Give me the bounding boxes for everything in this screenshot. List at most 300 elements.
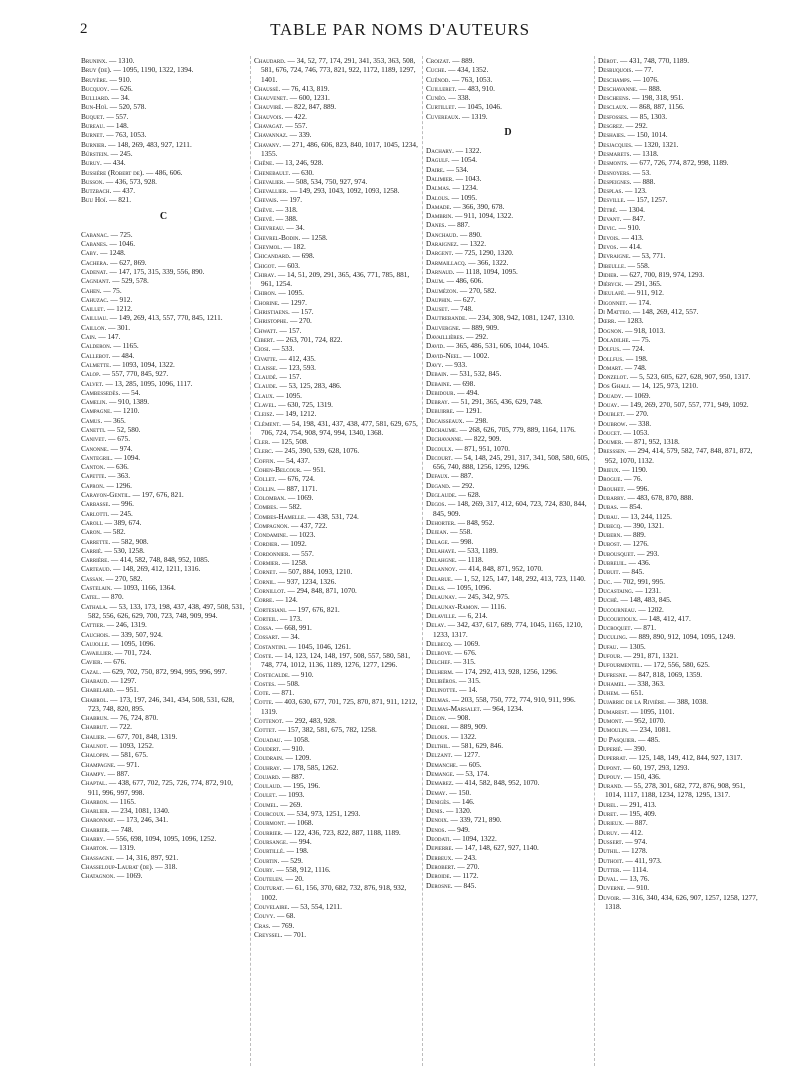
author-entry xyxy=(254,781,418,790)
author-entry xyxy=(598,893,762,912)
author-entry xyxy=(81,527,246,536)
page-references: — 889. xyxy=(452,56,475,65)
author-entry xyxy=(598,168,762,177)
author-entry xyxy=(81,471,246,480)
author-name: Carrette. xyxy=(81,536,111,546)
author-name: Canton. xyxy=(81,462,106,472)
author-entry xyxy=(254,437,418,446)
author-entry xyxy=(426,778,590,787)
author-name: Deroide. xyxy=(426,871,452,881)
page-references: — 14. xyxy=(459,685,478,695)
author-name: Dubousquet. xyxy=(598,548,636,558)
author-entry xyxy=(81,434,246,443)
author-entry xyxy=(254,865,418,874)
author-name: Dussert. xyxy=(598,836,624,846)
author-name: Devraigne. xyxy=(598,251,631,261)
page-references: — 148, 269, 483, 927, 1211. xyxy=(108,139,192,149)
author-entry xyxy=(598,419,762,428)
page-references: — 529. xyxy=(281,855,303,865)
page-references: — 14, 123, 124, 148, 197, 508, 557, 580, 581, 748, 774, 1012, 1136, 1189, 1276, 1277, 1296. xyxy=(261,651,411,670)
author-name: Christiaens. xyxy=(254,307,290,317)
page-references: — 54, 148, 245, 291, 317, 341, 508, 580, 605, 656, 740, 888, 1256, 1295, 1296. xyxy=(433,452,590,472)
page-references: — 994. xyxy=(289,836,312,846)
author-name: Chiray. xyxy=(254,269,277,279)
author-name: Courtin. xyxy=(254,855,280,865)
author-entry xyxy=(81,323,246,332)
author-entry xyxy=(598,335,762,344)
author-name: Couvy. xyxy=(254,911,276,921)
page-references: — 173, 197, 246, 341, 434, 508, 531, 628, 723, 748, 820, 895. xyxy=(88,694,235,713)
author-name: Delas. xyxy=(426,583,446,593)
page-references: — 291, 871, 1321. xyxy=(623,651,679,660)
page-references: — 150. xyxy=(449,787,472,797)
page-references: — 868, 887, 1156. xyxy=(629,102,685,112)
author-entry xyxy=(254,502,418,511)
author-name: Desnoyers. xyxy=(598,167,631,177)
page-references: — 1231. xyxy=(635,585,661,595)
author-name: Duc. xyxy=(598,576,613,586)
page-references: — 203, 558, 750, 772, 774, 910, 911, 996. xyxy=(451,694,576,704)
author-entry xyxy=(81,276,246,285)
author-name: Courtillé. xyxy=(254,846,285,856)
page-references: — 748. xyxy=(451,304,473,314)
author-entry xyxy=(426,722,590,731)
page-references: — 292. xyxy=(625,121,648,131)
author-name: Cailliau. xyxy=(81,313,108,323)
page-references: — 54, 437. xyxy=(276,455,310,465)
author-name: Chavany. xyxy=(254,139,282,149)
author-name: Carlotti. xyxy=(81,508,110,518)
page-references: — 263, 701, 724, 822. xyxy=(276,334,343,344)
author-entry xyxy=(81,695,246,714)
page-references: — 270, 582. xyxy=(105,573,143,583)
page-references: — 294, 848, 871, 1070. xyxy=(287,585,357,595)
page-references: — 301. xyxy=(108,322,131,332)
author-name: Corre. xyxy=(254,595,275,605)
author-entry xyxy=(81,834,246,843)
page-references: — 403, 630, 677, 701, 725, 870, 871, 911, 1212, 1319. xyxy=(261,697,418,716)
author-entry xyxy=(254,818,418,827)
author-name: Buquet. xyxy=(81,111,105,121)
author-entry xyxy=(254,344,418,353)
author-entry xyxy=(426,267,590,276)
author-entry xyxy=(426,351,590,360)
author-entry xyxy=(426,546,590,555)
page-references: — 1209. xyxy=(285,753,312,763)
author-entry xyxy=(426,220,590,229)
author-name: Dalimier. xyxy=(426,173,454,183)
author-entry xyxy=(81,639,246,648)
page-references: — 436. xyxy=(628,558,651,568)
author-name: Di Matteo. xyxy=(598,307,631,317)
author-entry xyxy=(81,112,246,121)
author-name: Decaisseaux. xyxy=(426,415,465,425)
page-references: — 195, 409. xyxy=(619,809,657,819)
author-name: Coutelen. xyxy=(254,874,284,884)
page-references: — 1276. xyxy=(623,539,649,549)
page-references: — 339, 507, 924. xyxy=(111,629,163,639)
page-references: — 198, 318, 951. xyxy=(632,93,684,103)
page-references: — 1320. xyxy=(446,806,472,816)
page-references: — 854. xyxy=(620,502,643,512)
page-references: — 149, 293, 1043, 1092, 1093, 1258. xyxy=(289,186,400,196)
author-name: Delon. xyxy=(426,713,447,723)
author-name: Chalnot. xyxy=(81,741,109,751)
author-name: Dupont. xyxy=(598,762,622,772)
author-entry xyxy=(598,549,762,558)
page-references: — 1093, 1094, 1322. xyxy=(112,359,175,369)
page-references: — 1095. xyxy=(451,192,478,202)
author-entry xyxy=(598,530,762,539)
author-name: Drogue. xyxy=(598,474,623,484)
page-references: — 1069. xyxy=(116,871,143,881)
page-references: — 1319. xyxy=(109,843,136,853)
author-entry xyxy=(598,642,762,651)
author-entry xyxy=(81,332,246,341)
author-entry xyxy=(81,248,246,257)
author-entry xyxy=(81,388,246,397)
page-references: — 1023. xyxy=(289,530,316,540)
page-references: — 173. xyxy=(280,613,302,623)
author-name: Decourt. xyxy=(426,452,453,462)
page-references: — 887, 1171. xyxy=(277,483,318,493)
author-entry xyxy=(598,270,762,279)
author-name: Couadau. xyxy=(254,734,283,744)
author-name: Delaunay. xyxy=(426,592,457,602)
author-entry xyxy=(81,149,246,158)
author-entry xyxy=(254,177,418,186)
author-entry xyxy=(81,564,246,573)
page-references: — 890. xyxy=(459,229,482,239)
page-references: — 821. xyxy=(109,195,132,205)
author-entry xyxy=(81,130,246,139)
author-entry xyxy=(254,549,418,558)
author-entry xyxy=(426,360,590,369)
author-entry xyxy=(598,605,762,614)
author-entry xyxy=(81,93,246,102)
author-entry xyxy=(426,165,590,174)
author-entry xyxy=(254,772,418,781)
author-name: Decoulx. xyxy=(426,443,454,453)
author-name: Charrier. xyxy=(81,824,110,834)
author-entry xyxy=(254,186,418,195)
author-entry xyxy=(254,670,418,679)
page-references: — 964, 1234. xyxy=(483,703,524,713)
author-entry xyxy=(598,670,762,679)
author-entry xyxy=(254,623,418,632)
author-name: Charlier. xyxy=(81,806,110,816)
author-entry xyxy=(598,484,762,493)
author-entry xyxy=(254,335,418,344)
author-entry xyxy=(254,214,418,223)
page-references: — 1297. xyxy=(281,297,307,307)
author-entry xyxy=(598,465,762,474)
page-references: — 1046. xyxy=(109,239,136,249)
page-references: — 888. xyxy=(633,176,656,186)
author-entry xyxy=(598,818,762,827)
page-references: — 338. xyxy=(448,93,471,103)
page-references: — 149, 269, 270, 507, 557, 771, 949, 1092. xyxy=(620,399,749,409)
page-references: — 1305. xyxy=(620,641,646,651)
page-references: — 918, 1013. xyxy=(624,325,666,335)
author-entry xyxy=(598,437,762,446)
author-name: Drouhet. xyxy=(598,483,626,493)
page-references: — 13, 76. xyxy=(620,874,650,884)
author-name: Chassagne. xyxy=(81,852,115,862)
author-name: Donzelot. xyxy=(598,372,629,382)
page-references: — 1296. xyxy=(106,480,133,490)
page-references: — 605. xyxy=(459,759,482,769)
page-references: — 668, 991. xyxy=(275,623,312,633)
page-references: — 53. xyxy=(632,167,652,177)
author-entry xyxy=(426,760,590,769)
page-references: — 75. xyxy=(103,285,122,295)
page-references: — 270, 582. xyxy=(459,285,497,295)
index-columns xyxy=(78,56,768,1066)
author-name: Condamine. xyxy=(254,530,288,540)
author-name: Charton. xyxy=(81,843,109,853)
author-name: Domart. xyxy=(598,362,623,372)
page-references: — 910. xyxy=(618,223,641,233)
page-references: — 122, 436, 723, 822, 887, 1188, 1189. xyxy=(284,827,401,837)
page-references: — 845. xyxy=(454,880,477,890)
author-name: Claude. xyxy=(254,381,278,391)
author-entry xyxy=(598,354,762,363)
author-entry xyxy=(426,788,590,797)
author-entry xyxy=(81,778,246,797)
author-entry xyxy=(254,381,418,390)
author-entry xyxy=(426,332,590,341)
author-entry xyxy=(254,158,418,167)
author-name: Campagne. xyxy=(81,406,112,416)
page-references: — 437, 722. xyxy=(290,520,328,530)
author-name: Chevalier. xyxy=(254,176,286,186)
page-references: — 147, 148, 627, 927, 1140. xyxy=(455,843,539,853)
author-name: Desclaux. xyxy=(598,102,629,112)
author-name: Compagnon. xyxy=(254,520,290,530)
page-references: — 1095, 1096. xyxy=(447,583,492,593)
author-entry xyxy=(426,806,590,815)
author-entry xyxy=(81,630,246,639)
author-entry xyxy=(81,286,246,295)
page-references: — 822, 909. xyxy=(464,434,502,444)
author-entry xyxy=(598,307,762,316)
page-references: — 172, 556, 580, 625. xyxy=(644,660,710,670)
page-references: — 848, 952. xyxy=(457,517,495,527)
page-references: — 174, 292, 413, 928, 1256, 1296. xyxy=(455,666,558,676)
author-name: Courrier. xyxy=(254,827,283,837)
author-entry xyxy=(426,211,590,220)
author-name: Cathala. xyxy=(81,601,108,611)
author-entry xyxy=(426,713,590,722)
page-references: — 676. xyxy=(104,657,127,667)
author-name: Dètré. xyxy=(598,204,618,214)
page-references: — 422. xyxy=(285,111,307,121)
author-name: Delmas. xyxy=(426,694,451,704)
page-references: — 558, 912, 1116. xyxy=(276,864,331,874)
page-references: — 53, 174. xyxy=(456,768,490,778)
author-name: Champy. xyxy=(81,768,106,778)
author-entry xyxy=(426,750,590,759)
author-name: Cagniant. xyxy=(81,276,111,286)
page-references: — 677, 726, 774, 872, 998, 1189. xyxy=(630,158,729,168)
author-entry xyxy=(426,815,590,824)
author-entry xyxy=(81,453,246,462)
page-references: — 763, 1053. xyxy=(106,130,147,140)
author-entry xyxy=(426,379,590,388)
author-entry xyxy=(81,843,246,852)
author-name: Costes. xyxy=(254,678,276,688)
author-name: Denigès. xyxy=(426,796,451,806)
author-entry xyxy=(426,797,590,806)
page-references: — 85, 1303. xyxy=(630,111,668,121)
author-name: Dognon. xyxy=(598,325,624,335)
author-name: Coudert. xyxy=(254,743,281,753)
author-entry xyxy=(598,298,762,307)
author-entry xyxy=(254,307,418,316)
author-entry xyxy=(254,697,418,716)
author-entry xyxy=(598,400,762,409)
author-entry xyxy=(598,586,762,595)
author-entry xyxy=(426,564,590,573)
author-name: Delarue. xyxy=(426,573,453,583)
author-name: Delibéros. xyxy=(426,676,457,685)
author-name: Dumarest. xyxy=(598,706,629,716)
page-references: — 1118, 1094, 1095. xyxy=(456,266,518,276)
page-references: — 434. xyxy=(103,158,126,168)
author-name: Collin. xyxy=(254,483,276,493)
page-references: — 13, 244, 1125. xyxy=(621,511,672,521)
author-entry xyxy=(81,177,246,186)
author-entry xyxy=(254,930,418,939)
author-name: Claisse. xyxy=(254,362,278,372)
author-entry xyxy=(598,846,762,855)
author-entry xyxy=(426,295,590,304)
author-entry xyxy=(81,853,246,862)
page-references: — 910. xyxy=(627,883,650,893)
author-name: Chevallier. xyxy=(254,186,289,196)
author-entry xyxy=(598,326,762,335)
page-references: — 630, 725, 1319. xyxy=(278,399,333,409)
page-references: — 268, 626, 705, 779, 889, 1164, 1176. xyxy=(459,424,576,434)
page-references: — 1310. xyxy=(108,56,135,65)
page-references: — 651. xyxy=(621,688,644,698)
page-header xyxy=(0,18,800,48)
page-references: — 434, 1352. xyxy=(448,65,489,75)
page-references: — 1068. xyxy=(287,818,314,828)
page-references: — 34, 52, 77, 174, 291, 341, 353, 363, 508, 581, 676, 724, 746, 773, 821, 922, 1172, 1189, 1297, 1401. xyxy=(261,56,416,84)
author-name: Denoix. xyxy=(426,815,449,825)
page-references: — 75. xyxy=(632,334,651,344)
author-name: Chatagnon. xyxy=(81,871,116,881)
author-name: Dauset. xyxy=(426,304,450,314)
page-references: — 174. xyxy=(629,297,652,307)
page-references: — 149, 1212. xyxy=(276,409,317,419)
author-name: Caby. xyxy=(81,248,99,258)
author-entry xyxy=(81,56,246,65)
author-entry xyxy=(254,84,418,93)
author-entry xyxy=(598,223,762,232)
author-name: Derobert. xyxy=(426,861,456,871)
page-references: — 582, 908. xyxy=(112,536,149,546)
author-name: Chiron. xyxy=(254,288,277,298)
page-references: — 292. xyxy=(466,332,489,342)
author-name: Chauviré. xyxy=(254,102,284,112)
author-entry xyxy=(426,313,590,322)
page-references: — 1043. xyxy=(455,173,482,183)
author-name: Duvoir. xyxy=(598,892,621,902)
author-name: Dauvergne. xyxy=(426,322,461,332)
page-references: — 871, 952, 1318. xyxy=(624,437,680,447)
author-entry xyxy=(81,583,246,592)
page-references: — 20. xyxy=(285,874,304,884)
page-references: — 911, 912. xyxy=(627,288,664,298)
author-name: Bussière (Robert de). xyxy=(81,167,145,177)
author-name: Duret. xyxy=(598,809,619,819)
author-entry xyxy=(598,158,762,167)
author-name: Daumézon. xyxy=(426,285,459,295)
page-references: — 246, 1319. xyxy=(106,620,147,630)
page-references: — 871. xyxy=(272,688,295,698)
author-entry xyxy=(81,806,246,815)
author-entry xyxy=(426,499,590,518)
author-entry xyxy=(598,84,762,93)
author-entry xyxy=(598,279,762,288)
author-name: Civatte. xyxy=(254,353,278,363)
author-entry xyxy=(426,825,590,834)
author-name: Dechaume. xyxy=(426,424,458,434)
author-entry xyxy=(254,846,418,855)
author-entry xyxy=(254,372,418,381)
author-name: Desville. xyxy=(598,195,626,205)
author-entry xyxy=(426,881,590,890)
author-name: Ciosi. xyxy=(254,344,271,354)
page-references: — 412. xyxy=(621,827,643,837)
page-references: — 1116. xyxy=(481,601,507,611)
author-name: Cormier. xyxy=(254,558,281,568)
page-references: — 1165. xyxy=(110,796,136,806)
page-references: — 1095, 1101. xyxy=(630,706,675,716)
author-entry xyxy=(426,304,590,313)
author-entry xyxy=(81,341,246,350)
author-name: Collet. xyxy=(254,474,277,484)
author-name: Caillet. xyxy=(81,304,106,314)
author-entry xyxy=(598,800,762,809)
page-references: — 390, 1321. xyxy=(623,520,665,530)
page-references: — 6, 214. xyxy=(458,610,488,620)
author-name: Cornil. xyxy=(254,576,276,586)
author-name: Coursange. xyxy=(254,836,288,846)
author-name: Dubost. xyxy=(598,539,622,549)
page-references: — 318. xyxy=(275,204,298,214)
author-entry xyxy=(598,288,762,297)
author-name: Cordonnier. xyxy=(254,548,291,558)
author-entry xyxy=(598,130,762,139)
author-entry xyxy=(81,416,246,425)
author-name: Digonnet. xyxy=(598,297,628,307)
author-name: Carbasse. xyxy=(81,499,111,509)
page-references: — 292. xyxy=(452,480,475,490)
page-references: — 150, 436. xyxy=(624,771,661,781)
page-references: — 701, 724. xyxy=(114,648,152,658)
page-references: — 933. xyxy=(445,359,468,369)
author-entry xyxy=(81,732,246,741)
page-references: — 234, 1081, 1340. xyxy=(111,806,170,816)
author-entry xyxy=(426,323,590,332)
page-references: — 197, 676, 821. xyxy=(132,490,184,500)
author-name: Douay. xyxy=(598,399,620,409)
author-name: Chevais. xyxy=(254,195,279,205)
